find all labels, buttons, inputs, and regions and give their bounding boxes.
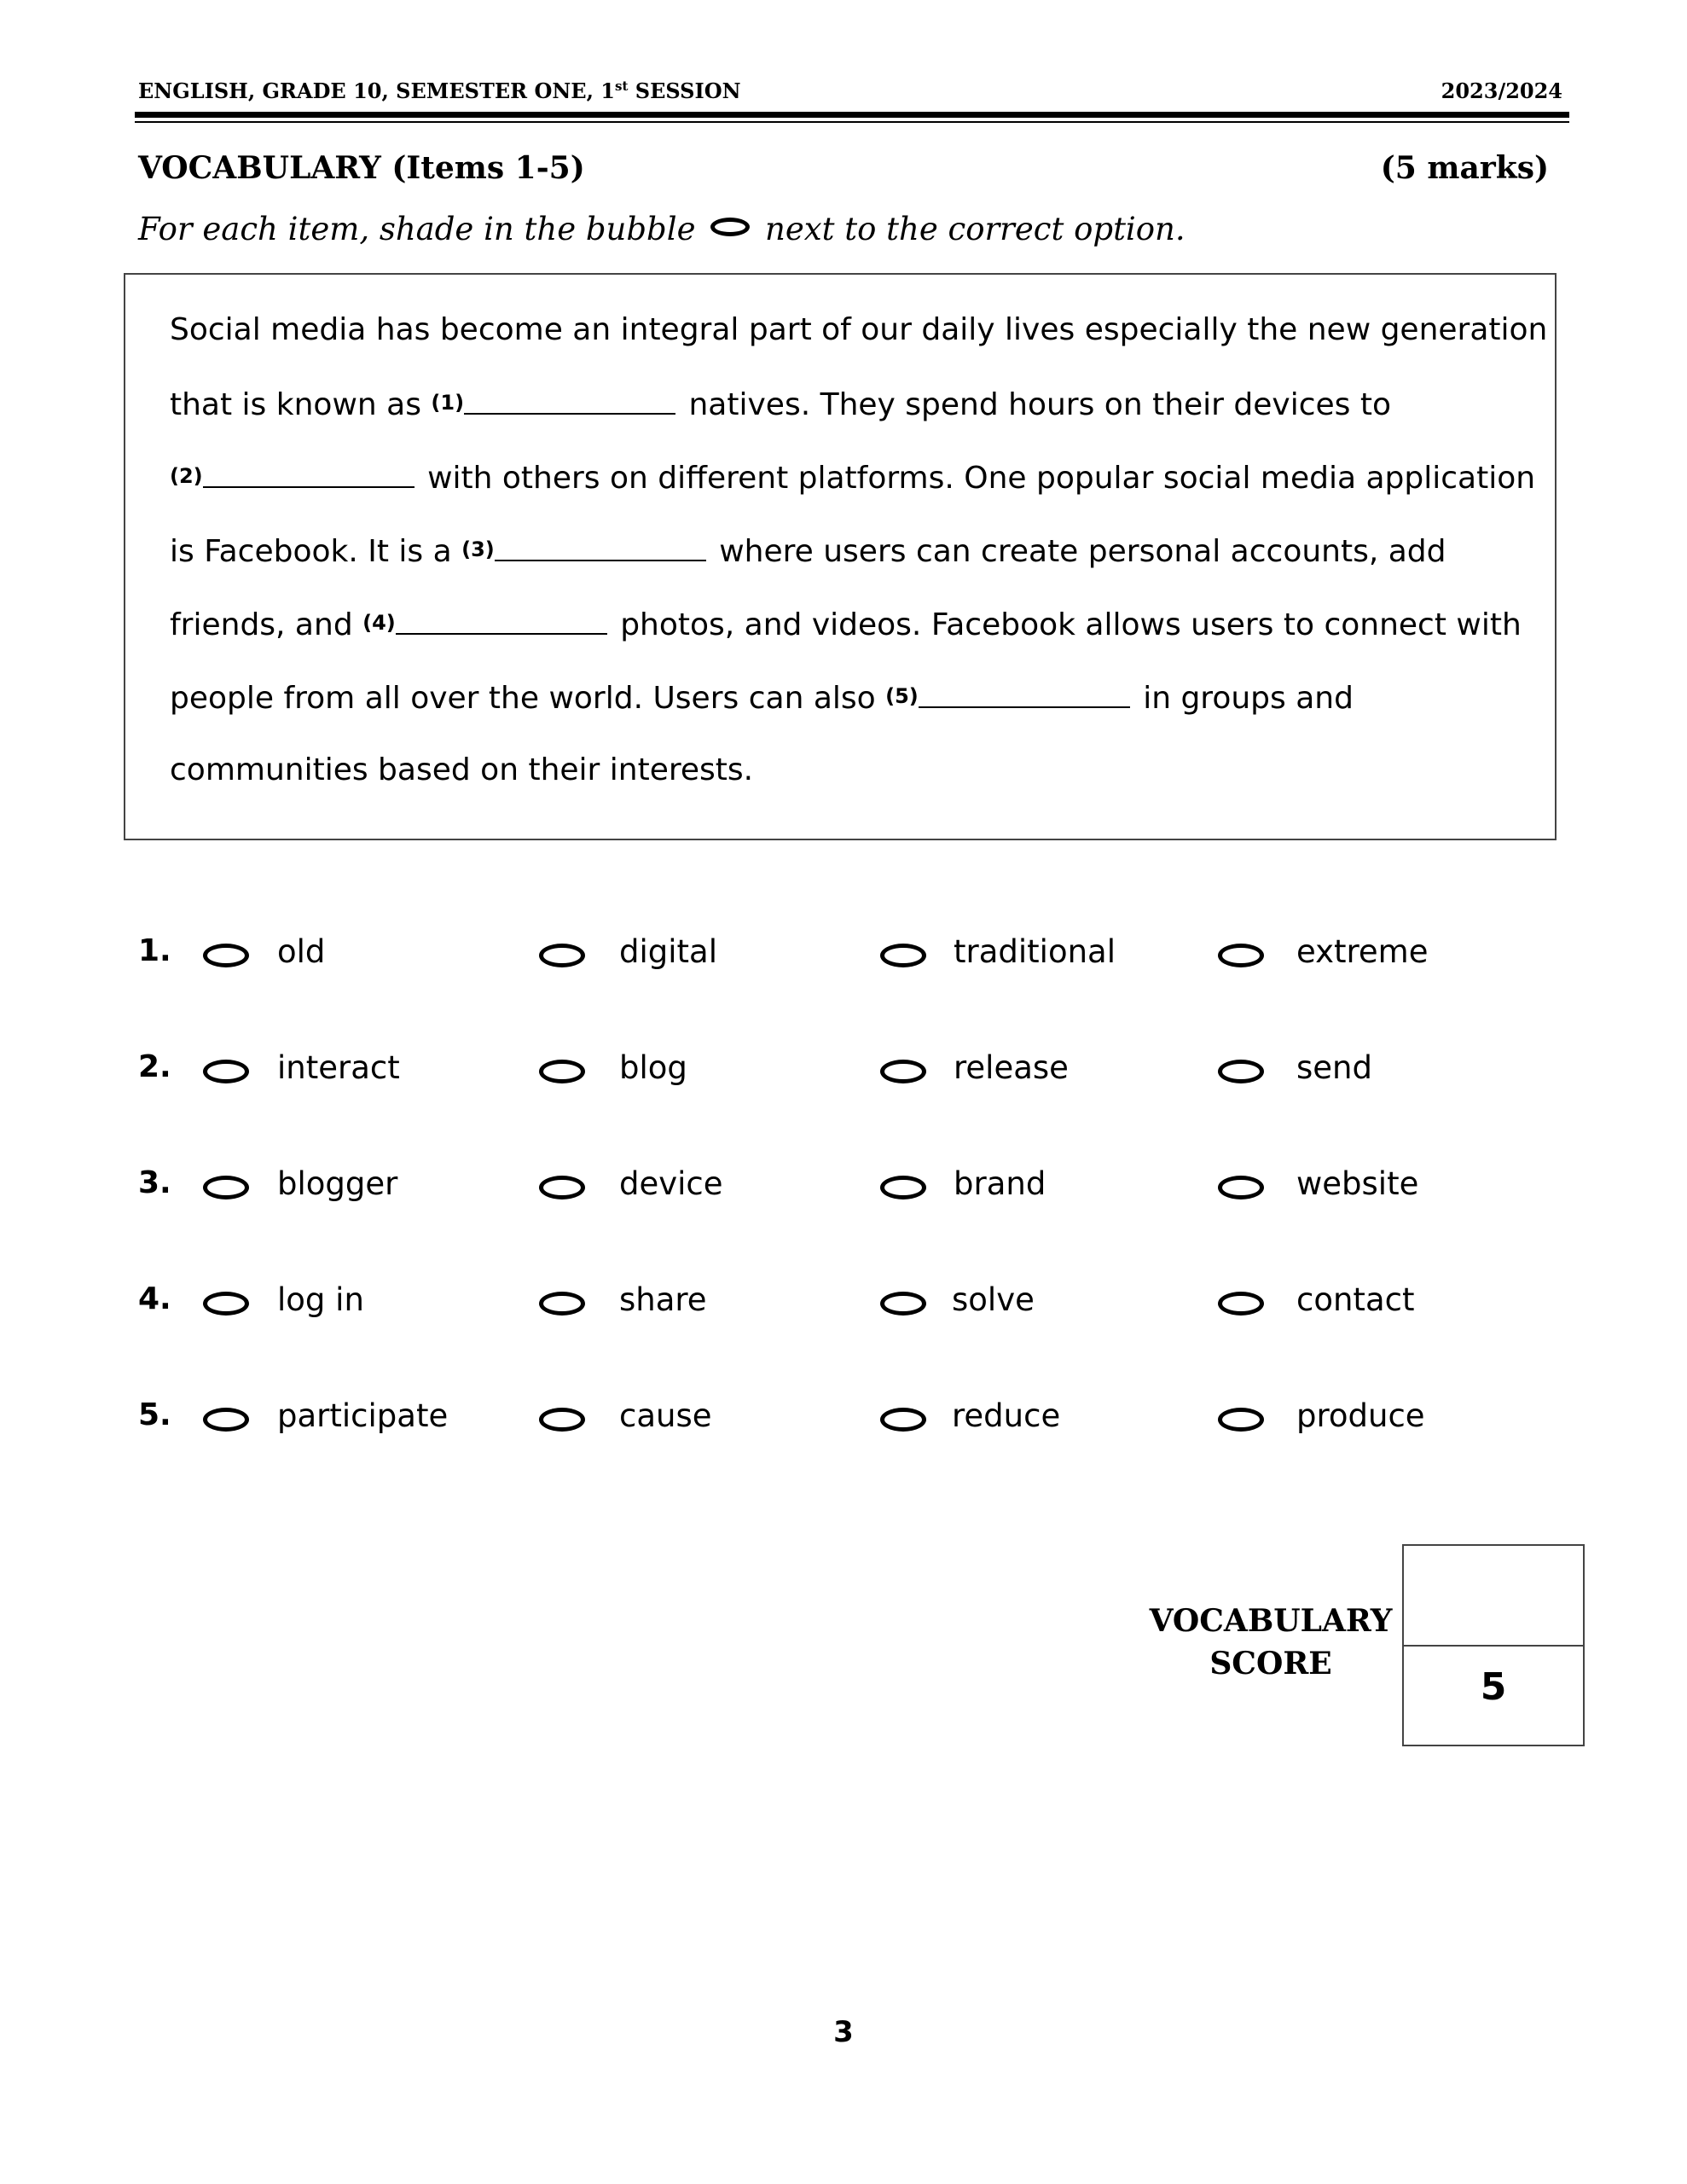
question-number-5: 5. (138, 1397, 171, 1432)
passage-line-5: friends, and $^{(4)}$ photos, and videos. Facebook allows users to connect with (170, 607, 1522, 642)
answer-bubble-2d[interactable] (1218, 1060, 1264, 1083)
answer-bubble-2a[interactable] (203, 1060, 249, 1083)
option-4d: contact (1296, 1281, 1415, 1318)
answer-bubble-5d[interactable] (1218, 1408, 1264, 1432)
option-2b: blog (619, 1049, 687, 1086)
section-marks: (5 marks) (1380, 150, 1549, 186)
header-rule-thin (135, 121, 1569, 123)
option-2a: interact (277, 1049, 400, 1086)
answer-bubble-2c[interactable] (880, 1060, 926, 1083)
blank-1 (464, 386, 675, 415)
passage-line-2: that is known as $^{(1)}$ natives. They spend hours on their devices to (170, 387, 1392, 422)
blank-2 (203, 459, 415, 488)
answer-bubble-3c[interactable] (880, 1176, 926, 1199)
answer-bubble-1c[interactable] (880, 944, 926, 967)
score-label-line-1: VOCABULARY (1149, 1603, 1393, 1639)
option-3a: blogger (277, 1165, 398, 1202)
blank-3 (495, 532, 706, 561)
passage-line-7: communities based on their interests. (170, 752, 754, 787)
answer-bubble-3a[interactable] (203, 1176, 249, 1199)
blank-4 (396, 606, 607, 635)
header-year: 2023/2024 (1441, 78, 1562, 103)
option-5b: cause (619, 1397, 712, 1434)
instructions: For each item, shade in the bubble next to the correct option. (138, 211, 1186, 247)
passage-line-4: is Facebook. It is a $^{(3)}$ where users can create personal accounts, add (170, 534, 1446, 569)
answer-bubble-5b[interactable] (539, 1408, 585, 1432)
section-title: VOCABULARY (Items 1-5) (138, 150, 585, 186)
option-5a: participate (277, 1397, 449, 1434)
score-divider (1404, 1645, 1583, 1647)
question-number-3: 3. (138, 1165, 171, 1200)
score-label-line-2: SCORE (1209, 1646, 1332, 1682)
answer-bubble-1b[interactable] (539, 944, 585, 967)
answer-bubble-4c[interactable] (880, 1292, 926, 1316)
score-box (1402, 1544, 1585, 1746)
option-5c: reduce (952, 1397, 1061, 1434)
option-3d: website (1296, 1165, 1419, 1202)
option-4c: solve (952, 1281, 1035, 1318)
question-number-1: 1. (138, 933, 171, 968)
passage-line-1: Social media has become an integral part of our daily lives especially the new generation (170, 312, 1548, 347)
passage-line-3: $^{(2)}$ with others on different platforms. One popular social media application (170, 461, 1536, 496)
question-number-2: 2. (138, 1049, 171, 1084)
blank-5 (919, 679, 1130, 708)
score-total: 5 (1480, 1665, 1507, 1709)
option-2c: release (954, 1049, 1069, 1086)
page-number: 3 (833, 2015, 854, 2049)
score-obtained-cell[interactable] (1404, 1546, 1583, 1645)
answer-bubble-1a[interactable] (203, 944, 249, 967)
answer-bubble-4b[interactable] (539, 1292, 585, 1316)
option-3c: brand (954, 1165, 1046, 1202)
header-course-info: ENGLISH, GRADE 10, SEMESTER ONE, 1st SESSION (138, 78, 741, 103)
option-4b: share (619, 1281, 707, 1318)
option-2d: send (1296, 1049, 1372, 1086)
option-4a: log in (277, 1281, 364, 1318)
answer-bubble-2b[interactable] (539, 1060, 585, 1083)
answer-bubble-5c[interactable] (880, 1408, 926, 1432)
page-header (138, 78, 1562, 104)
header-rule-thick (135, 112, 1569, 118)
answer-bubble-5a[interactable] (203, 1408, 249, 1432)
option-1d: extreme (1296, 933, 1429, 970)
answer-bubble-3b[interactable] (539, 1176, 585, 1199)
passage-line-6: people from all over the world. Users can also $^{(5)}$ in groups and (170, 681, 1354, 716)
option-1a: old (277, 933, 326, 970)
answer-bubble-4a[interactable] (203, 1292, 249, 1316)
option-1b: digital (619, 933, 717, 970)
answer-bubble-3d[interactable] (1218, 1176, 1264, 1199)
question-number-4: 4. (138, 1281, 171, 1316)
bubble-example-icon (710, 218, 750, 236)
option-5d: produce (1296, 1397, 1425, 1434)
answer-bubble-4d[interactable] (1218, 1292, 1264, 1316)
score-label (1143, 1600, 1399, 1685)
option-1c: traditional (954, 933, 1116, 970)
answer-bubble-1d[interactable] (1218, 944, 1264, 967)
option-3b: device (619, 1165, 723, 1202)
